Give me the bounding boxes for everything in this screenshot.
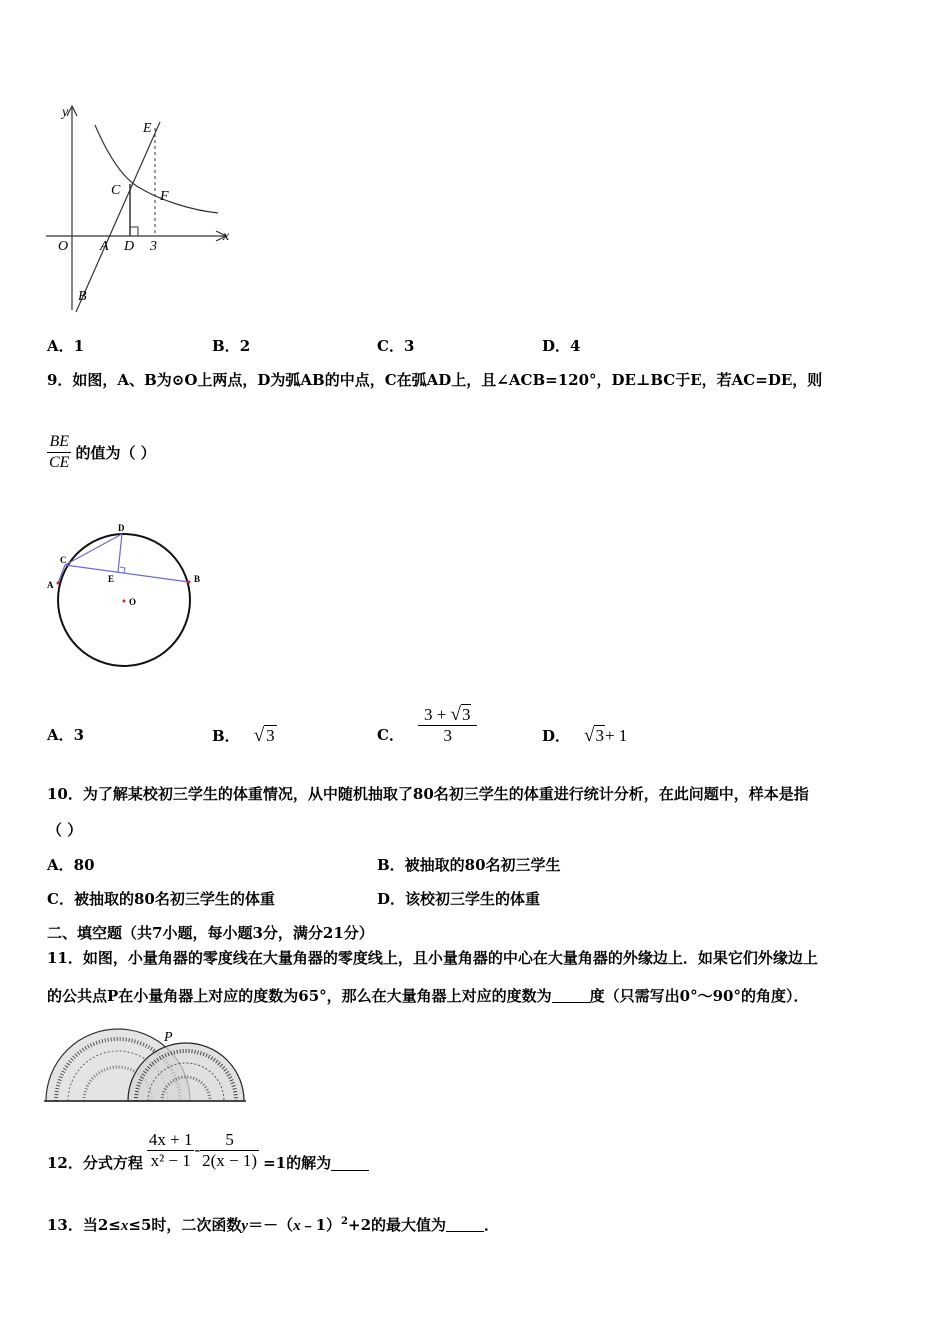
- point-a-dot: [57, 582, 60, 585]
- segment-cb: [65, 565, 189, 582]
- circle-label-c: C: [60, 555, 67, 565]
- q9-option-d[interactable]: D． √ 3 + 1: [542, 725, 628, 746]
- q10-option-c[interactable]: C．被抽取的80名初三学生的体重: [47, 890, 275, 908]
- label-3: 3: [150, 239, 157, 254]
- q9-circle-figure: [44, 520, 214, 675]
- q9-c-fraction: $\frac{3 + √3}{3}$: [418, 705, 478, 746]
- q11-answer-blank[interactable]: [552, 988, 590, 1003]
- q12-line: 12．分式方程 $\frac{4x + 1}{\text{x² − 1}}$ - $\frac{5}{2(x - 1)}$ =1的解为: [47, 1125, 369, 1175]
- label-d: D: [124, 239, 135, 254]
- segment-cd: [65, 534, 122, 565]
- q10-option-b[interactable]: B．被抽取的80名初三学生: [377, 856, 561, 874]
- circle-label-d: D: [118, 523, 125, 533]
- q9-fraction: $\frac{BE}{CE}$: [49, 433, 70, 471]
- label-f: F: [160, 189, 169, 204]
- point-b-dot: [188, 581, 191, 584]
- q10-line1: 10．为了解某校初三学生的体重情况，从中随机抽取了80名初三学生的体重进行统计分析，在此问题中，样本是指: [47, 785, 809, 803]
- q10-option-d[interactable]: D．该校初三学生的体重: [377, 890, 541, 908]
- circle-label-o: O: [129, 597, 137, 607]
- label-e: E: [143, 121, 152, 136]
- q12-fraction-2: $\frac{5}{2(x - 1)}$: [202, 1129, 258, 1170]
- q8-option-b[interactable]: B．2: [212, 337, 251, 355]
- q9-text: 9．如图，A、B为⊙O上两点，D为弧AB的中点，C在弧AD上，且∠ACB=120°，DE⊥BC于E，若AC=DE，则: [47, 371, 823, 389]
- q9-option-b[interactable]: B． √ 3: [212, 725, 275, 746]
- center-dot: [123, 600, 126, 603]
- line-be: [76, 122, 160, 312]
- sqrt3-plus-1: √ 3 + 1: [584, 725, 628, 746]
- q11-line1: 11．如图，小量角器的零度线在大量角器的零度线上，且小量角器的中心在大量角器的外缘边上．如果它们外缘边上: [47, 949, 818, 967]
- q8-option-c[interactable]: C．3: [377, 337, 415, 355]
- q10-option-a[interactable]: A．80: [47, 856, 95, 874]
- circle-label-a: A: [47, 580, 54, 590]
- sqrt-3: √ 3: [253, 725, 275, 746]
- q8-option-d[interactable]: D．4: [542, 337, 581, 355]
- label-p: P: [164, 1030, 173, 1045]
- q8-option-a[interactable]: A．1: [47, 337, 85, 355]
- q11-line2: 的公共点P在小量角器上对应的度数为65°，那么在大量角器上对应的度数为 度（只需写出0°～90°的角度）．: [47, 987, 809, 1005]
- label-b: B: [78, 289, 87, 304]
- q11-protractor-figure: [44, 1027, 246, 1105]
- label-x: x: [223, 229, 230, 244]
- label-y: y: [62, 105, 69, 120]
- q9-suffix: 的值为（ ）: [75, 443, 156, 462]
- q9-option-a[interactable]: A．3: [47, 726, 85, 744]
- q10-line2: （ ）: [47, 821, 83, 839]
- q13-line: 13．当2≤x≤5时，二次函数y＝－（x﹣1）$^2$+2的最大值为 ．: [47, 1216, 500, 1234]
- right-angle-mark: [130, 227, 138, 236]
- label-o: O: [58, 239, 69, 254]
- label-c: C: [111, 183, 121, 198]
- q12-answer-blank[interactable]: [331, 1156, 369, 1171]
- q13-answer-blank[interactable]: [446, 1217, 484, 1232]
- q8-graph: [40, 100, 240, 315]
- q12-fraction-1: $\frac{4x + 1}{\text{x² − 1}}$: [148, 1129, 193, 1170]
- q9-fraction-line: [47, 432, 156, 473]
- hyperbola-curve: [95, 125, 218, 213]
- circle-label-b: B: [194, 574, 201, 584]
- label-a: A: [100, 239, 109, 254]
- circle-label-e: E: [108, 574, 115, 584]
- q9-option-c[interactable]: C． $\frac{3 + √3}{3}$: [377, 700, 477, 750]
- segment-de: [118, 534, 122, 572]
- section-title: 二、填空题（共7小题，每小题3分，满分21分）: [47, 924, 374, 942]
